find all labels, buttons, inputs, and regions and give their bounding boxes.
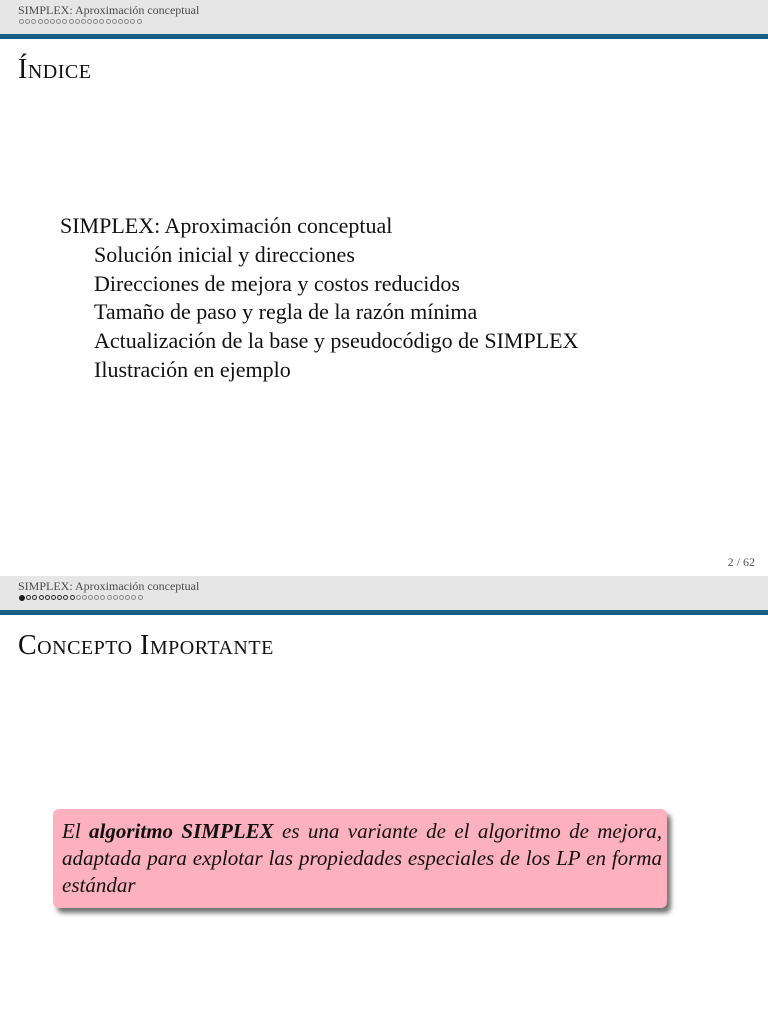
nav-dot[interactable] xyxy=(38,19,43,24)
slide-header xyxy=(0,576,768,610)
header-section-title[interactable]: SIMPLEX: Aproximación conceptual xyxy=(18,3,200,17)
toc-subsection[interactable]: Ilustración en ejemplo xyxy=(94,356,291,382)
nav-dot[interactable] xyxy=(62,19,67,24)
nav-dot[interactable] xyxy=(87,19,92,24)
nav-dot[interactable] xyxy=(51,595,56,600)
nav-dot[interactable] xyxy=(31,19,36,24)
nav-dot[interactable] xyxy=(70,595,75,600)
nav-dot[interactable] xyxy=(25,19,30,24)
nav-dot[interactable] xyxy=(107,595,112,600)
nav-dot[interactable] xyxy=(50,19,55,24)
nav-dot[interactable] xyxy=(100,595,105,600)
frame-title: Índice xyxy=(18,54,92,85)
nav-dot[interactable] xyxy=(44,19,49,24)
nav-dot[interactable] xyxy=(57,595,62,600)
nav-dot[interactable] xyxy=(138,595,143,600)
navigation-dots[interactable] xyxy=(19,19,142,24)
nav-dot[interactable] xyxy=(112,19,117,24)
definition-box xyxy=(53,809,667,908)
page-number: 2 / 62 xyxy=(727,555,755,569)
nav-dot[interactable] xyxy=(75,19,80,24)
nav-dot[interactable] xyxy=(56,19,61,24)
nav-dot[interactable] xyxy=(113,595,118,600)
nav-dot[interactable] xyxy=(131,595,136,600)
frame-title: Concepto Importante xyxy=(18,630,274,661)
definition-text xyxy=(62,818,662,899)
definition-emphasis: algoritmo SIMPLEX xyxy=(89,819,274,843)
nav-dot[interactable] xyxy=(32,595,37,600)
nav-dot[interactable] xyxy=(93,19,98,24)
toc-subsection[interactable]: Solución inicial y direcciones xyxy=(94,241,355,267)
header-rule xyxy=(0,34,768,39)
nav-dot[interactable] xyxy=(19,19,24,24)
nav-dot[interactable] xyxy=(82,595,87,600)
nav-dot[interactable] xyxy=(119,595,124,600)
nav-dot[interactable] xyxy=(76,595,81,600)
nav-dot[interactable] xyxy=(81,19,86,24)
toc-subsection[interactable]: Actualización de la base y pseudocódigo de SIMPLEX xyxy=(94,328,579,354)
table-of-contents xyxy=(60,212,578,385)
nav-dot[interactable] xyxy=(137,19,142,24)
slide-header xyxy=(0,0,768,34)
toc-section[interactable]: SIMPLEX: Aproximación conceptual xyxy=(60,213,393,238)
nav-dot[interactable] xyxy=(125,595,130,600)
nav-dot[interactable] xyxy=(63,595,68,600)
slide-concepto xyxy=(0,576,768,1024)
nav-dot[interactable] xyxy=(19,595,25,601)
nav-dot[interactable] xyxy=(45,595,50,600)
nav-dot[interactable] xyxy=(124,19,129,24)
definition-pre: El xyxy=(62,819,90,843)
nav-dot[interactable] xyxy=(39,595,44,600)
nav-dot[interactable] xyxy=(26,595,31,600)
nav-dot[interactable] xyxy=(69,19,74,24)
nav-dot[interactable] xyxy=(88,595,93,600)
nav-dot[interactable] xyxy=(99,19,104,24)
definition-post: es una variante de el algoritmo de mejora, adaptada para explotar las propiedades especiales de los LP en forma estándar xyxy=(62,819,663,897)
nav-dot[interactable] xyxy=(106,19,111,24)
header-section-title[interactable]: SIMPLEX: Aproximación conceptual xyxy=(18,579,200,593)
nav-dot[interactable] xyxy=(118,19,123,24)
header-rule xyxy=(0,610,768,615)
toc-subsection[interactable]: Direcciones de mejora y costos reducidos xyxy=(94,270,460,296)
toc-subsection[interactable]: Tamaño de paso y regla de la razón mínima xyxy=(94,299,478,325)
navigation-dots[interactable] xyxy=(19,595,143,601)
nav-dot[interactable] xyxy=(94,595,99,600)
nav-dot[interactable] xyxy=(130,19,135,24)
